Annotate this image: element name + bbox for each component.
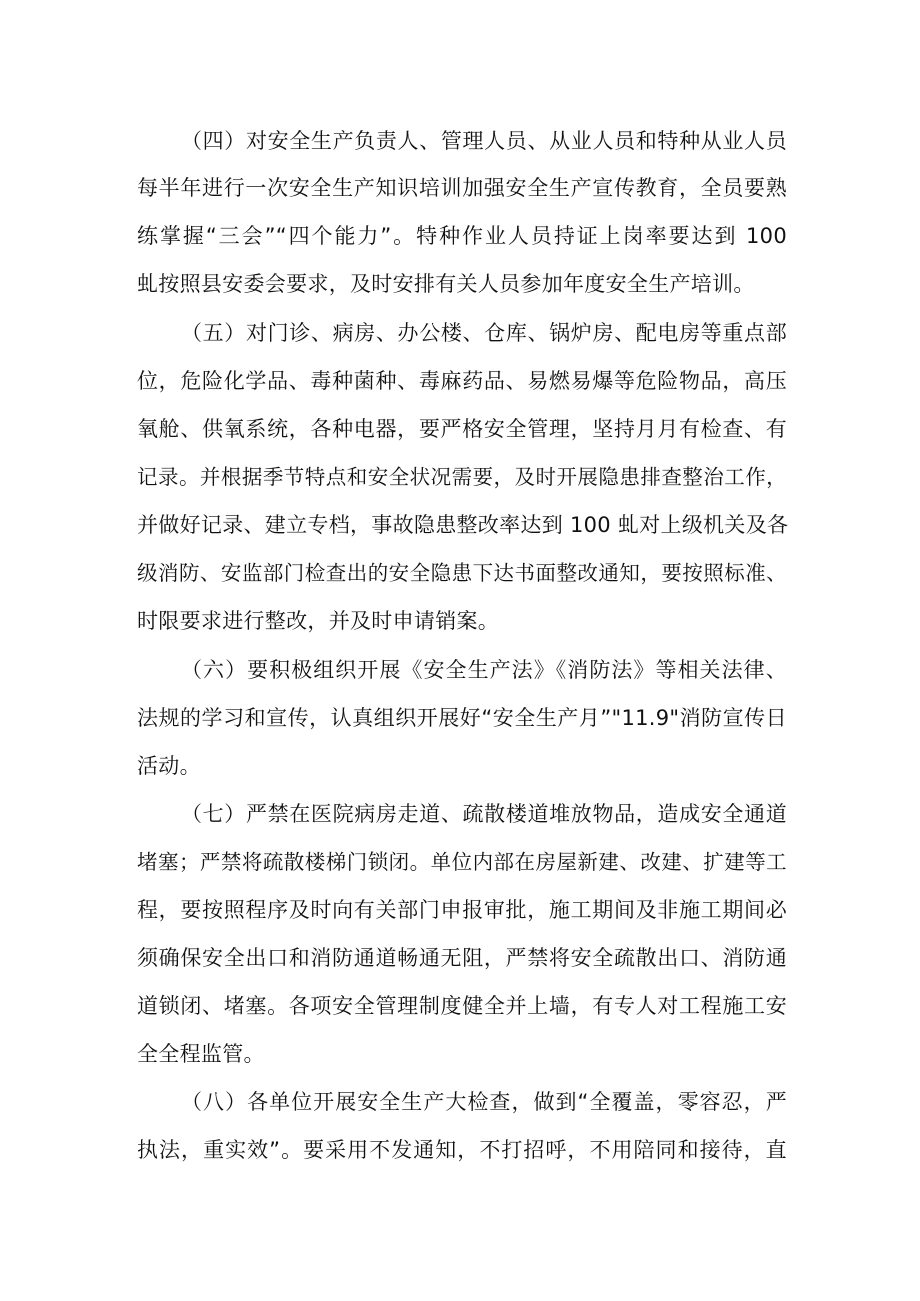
text-line: 道锁闭、堵塞。各项安全管理制度健全并上墙，有专人对工程施工安 [137,994,787,1018]
text-line: 记录。并根据季节特点和安全状况需要，及时开展隐患排查整治工作， [137,465,787,489]
text-line: 练掌握“三会”“四个能力”。特种作业人员持证上岗率要达到 100 [137,224,787,248]
text-line: 每半年进行一次安全生产知识培训加强安全生产宣传教育，全员要熟 [137,176,787,200]
text-line: 虬按照县安委会要求，及时安排有关人员参加年度安全生产培训。 [137,272,755,296]
text-line: 全全程监管。 [137,1042,265,1066]
text-line: 活动。 [137,754,201,778]
text-line: （四）对安全生产负责人、管理人员、从业人员和特种从业人员 [181,129,787,153]
text-line: （七）严禁在医院病房走道、疏散楼道堆放物品，造成安全通道 [181,802,787,826]
text-line: 位，危险化学品、毒种菌种、毒麻药品、易燃易爆等危险物品，高压 [137,369,787,393]
text-line: 氧舱、供氧系统，各种电器，要严格安全管理，坚持月月有检查、有 [137,417,787,441]
text-line: 法规的学习和宣传，认真组织开展好“安全生产月”"11.9"消防宣传日 [137,706,787,730]
text-line: 并做好记录、建立专档，事故隐患整改率达到 100 虬对上级机关及各 [137,513,789,537]
text-line: 须确保安全出口和消防通道畅通无阻，严禁将安全疏散出口、消防通 [137,946,787,970]
text-line: 时限要求进行整改，并及时申请销案。 [137,609,500,633]
text-line: 程，要按照程序及时向有关部门申报审批，施工期间及非施工期间必 [137,898,787,922]
text-line: （八）各单位开展安全生产大检查，做到“全覆盖，零容忍，严 [181,1090,787,1114]
text-line: 执法，重实效”。要采用不发通知，不打招呼，不用陪同和接待，直 [137,1138,787,1162]
text-line: （六）要积极组织开展《安全生产法》《消防法》等相关法律、 [181,658,787,682]
text-line: 堵塞；严禁将疏散楼梯门锁闭。单位内部在房屋新建、改建、扩建等工 [137,850,787,874]
text-line: 级消防、安监部门检查出的安全隐患下达书面整改通知，要按照标准、 [137,561,787,585]
text-line: （五）对门诊、病房、办公楼、仓库、锅炉房、配电房等重点部 [181,321,787,345]
